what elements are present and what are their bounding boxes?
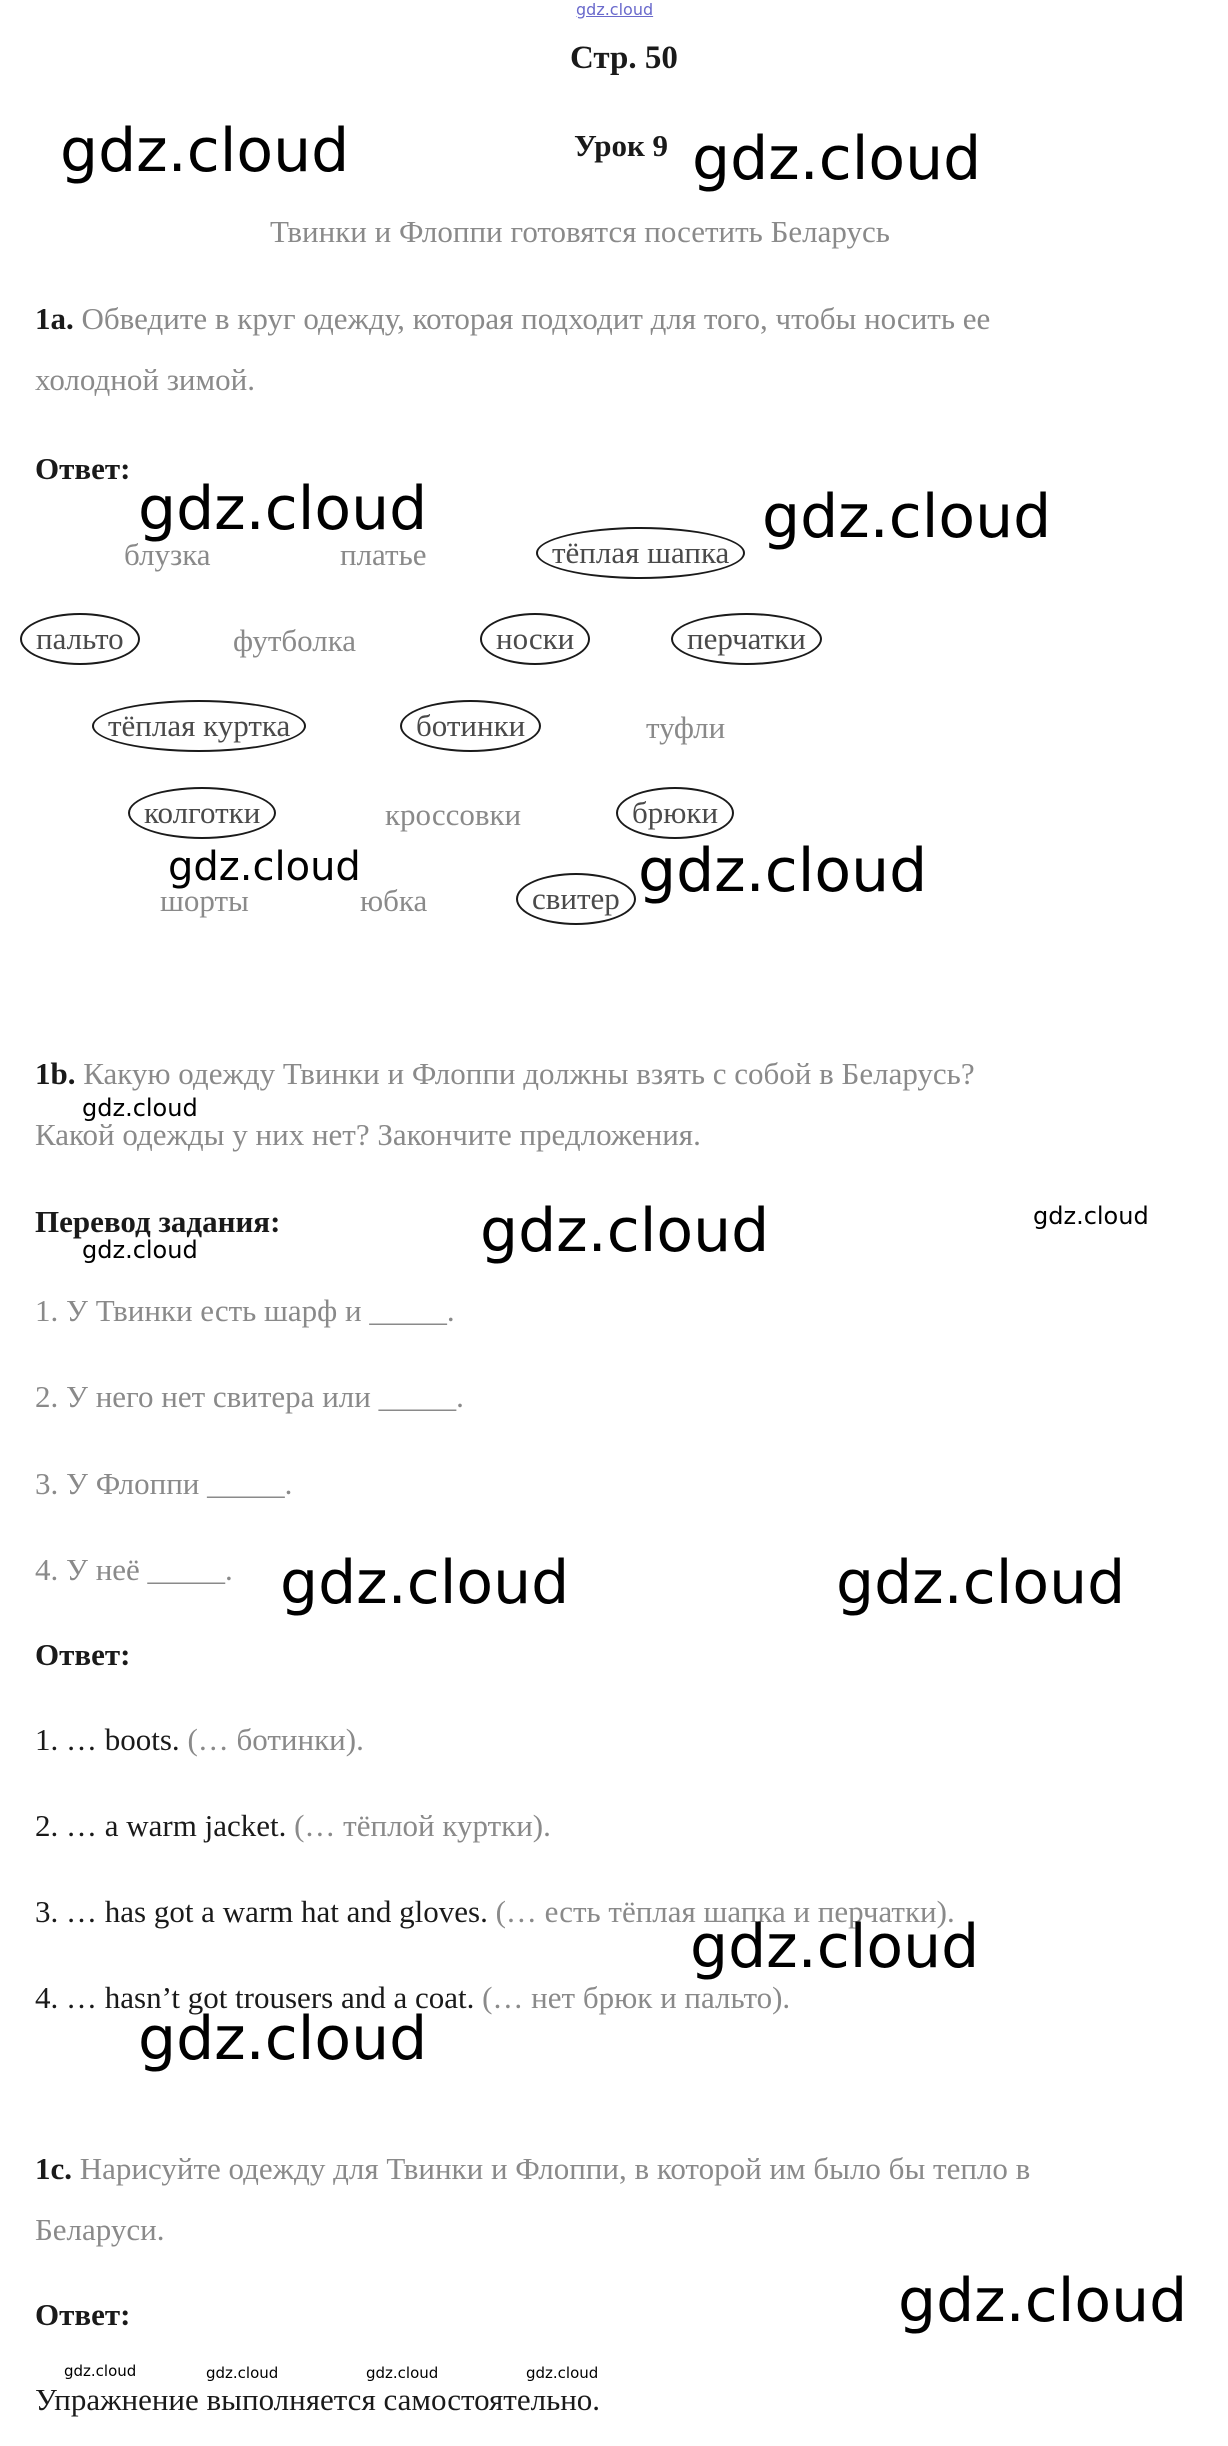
task-1c-label: 1c. [35,2151,73,2186]
watermark: gdz.cloud [82,1236,198,1264]
answer-ru: (… есть тёплая шапка и перчатки). [495,1894,955,1929]
lesson-title: Урок 9 [574,128,669,163]
clothing-item: блузка [124,537,211,572]
watermark: gdz.cloud [638,836,928,906]
clothing-item-circled: колготки [128,787,276,839]
task-1c-answer-label: Ответ: [35,2297,131,2332]
clothing-item: футболка [233,623,357,658]
answer-ru: (… ботинки). [187,1722,364,1757]
clothing-item-circled: брюки [616,787,734,839]
task-1c-text [35,2151,1030,2187]
watermark: gdz.cloud [64,2362,137,2380]
translation-line: 3. У Флоппи _____. [35,1466,293,1501]
watermark: gdz.cloud [168,844,361,890]
clothing-item-circled: пальто [20,613,140,665]
task-1c-line2: Беларуси. [35,2212,165,2247]
clothing-item: шорты [160,883,249,918]
watermark: gdz.cloud [762,482,1052,552]
watermark: gdz.cloud [526,2364,599,2382]
clothing-item-circled: носки [480,613,590,665]
clothing-item-circled: перчатки [671,613,822,665]
task-1a-answer-label: Ответ: [35,451,131,486]
watermark: gdz.cloud [82,1094,198,1122]
watermark: gdz.cloud [206,2364,279,2382]
answer-ru: (… тёплой куртки). [294,1808,551,1843]
watermark: gdz.cloud [60,116,350,186]
translation-line: 1. У Твинки есть шарф и _____. [35,1293,455,1328]
task-1c-answer-text: Упражнение выполняется самостоятельно. [35,2382,601,2417]
task-1a-label: 1a. [35,301,74,336]
task-1a-line2: холодной зимой. [35,362,255,397]
watermark: gdz.cloud [366,2364,439,2382]
answer-en: 4. … hasn’t got trousers and a coat. [35,1980,475,2015]
answer-en: 3. … has got a warm hat and gloves. [35,1894,488,1929]
watermark: gdz.cloud [836,1548,1126,1618]
task-1c-line1: Нарисуйте одежду для Твинки и Флоппи, в которой им было бы тепло в [79,2151,1031,2186]
clothing-item: юбка [360,883,428,918]
clothing-item-circled: тёплая куртка [92,700,306,752]
task-1a-line1: Обведите в круг одежду, которая подходит для того, чтобы носить ее [81,301,991,336]
clothing-item-circled: тёплая шапка [536,527,745,579]
clothing-item-circled: свитер [516,873,636,925]
answer-line [35,1808,551,1844]
answer-en: 2. … a warm jacket. [35,1808,287,1843]
task-1b-text [35,1056,975,1092]
task-1a-text [35,301,990,337]
clothing-item: туфли [646,710,726,745]
clothing-item: кроссовки [385,797,522,832]
task-1b-label: 1b. [35,1056,76,1091]
clothing-item: платье [340,537,427,572]
answer-line [35,1722,364,1758]
answer-ru: (… нет брюк и пальто). [482,1980,791,2015]
page-number: Стр. 50 [570,40,678,76]
answer-en: 1. … boots. [35,1722,180,1757]
watermark: gdz.cloud [480,1196,770,1266]
watermark: gdz.cloud [692,124,982,194]
lesson-subtitle: Твинки и Флоппи готовятся посетить Беларусь [270,214,890,249]
task-1b-answer-label: Ответ: [35,1637,131,1672]
translation-line: 2. У него нет свитера или _____. [35,1379,464,1414]
translation-label: Перевод задания: [35,1204,281,1239]
watermark: gdz.cloud [138,474,428,544]
translation-line: 4. У неё _____. [35,1552,233,1587]
watermark: gdz.cloud [690,1912,980,1982]
task-1b-line1: Какую одежду Твинки и Флоппи должны взять с собой в Беларусь? [83,1056,975,1091]
watermark: gdz.cloud [280,1548,570,1618]
clothing-item-circled: ботинки [400,700,541,752]
watermark: gdz.cloud [1033,1202,1149,1230]
watermark: gdz.cloud [138,2004,428,2074]
watermark: gdz.cloud [898,2266,1188,2336]
task-1b-line2: Какой одежды у них нет? Закончите предложения. [35,1117,701,1152]
top-link[interactable]: gdz.cloud [576,0,654,19]
